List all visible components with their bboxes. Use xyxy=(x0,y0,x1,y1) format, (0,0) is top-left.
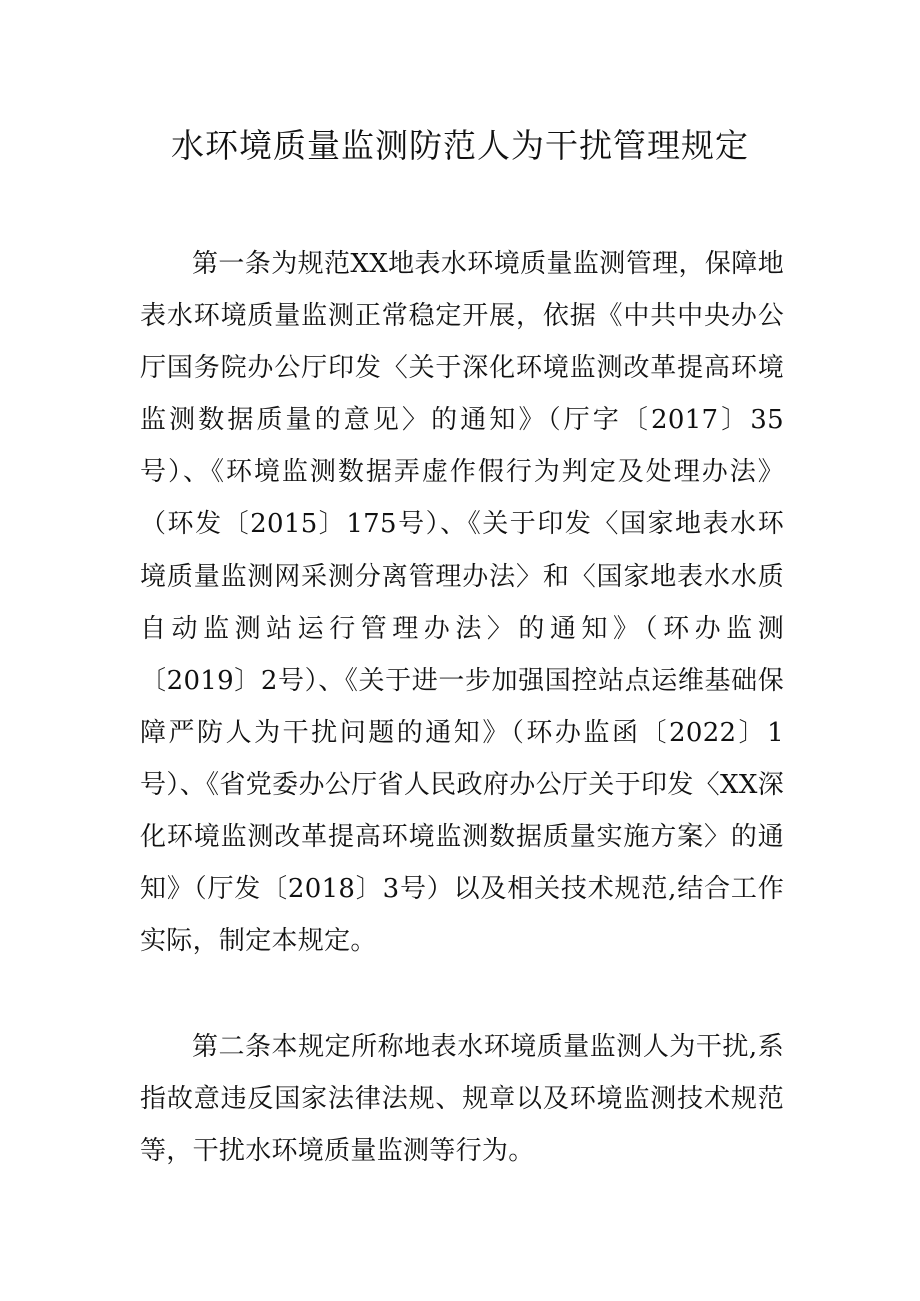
article-2-paragraph: 第二条本规定所称地表水环境质量监测人为干扰,系指故意违反国家法律法规、规章以及环境监测技术规范等，干扰水环境质量监测等行为。 xyxy=(140,1032,784,1167)
article-1-paragraph: 第一条为规范XX地表水环境质量监测管理，保障地表水环境质量监测正常稳定开展，依据《中共中央办公厅国务院办公厅印发〈关于深化环境监测改革提高环境监测数据质量的意见〉的通知》（厅字〔2017〕35号）、《环境监测数据弄虚作假行为判定及处理办法》（环发〔2015〕175号）、《关于印发〈国家地表水环境质量监测网采测分离管理办法〉和〈国家地表水水质自动监测站运行管理办法〉的通知》（环办监测〔2019〕2号）、《关于进一步加强国控站点运维基础保障严防人为干扰问题的通知》（环办监函〔2022〕1号）、《省党委办公厅省人民政府办公厅关于印发〈XX深化环境监测改革提高环境监测数据质量实施方案〉的通知》（厅发〔2018〕3号）以及相关技术规范,结合工作实际，制定本规定。 xyxy=(140,249,784,957)
document-title: 水环境质量监测防范人为干扰管理规定 xyxy=(171,126,749,165)
